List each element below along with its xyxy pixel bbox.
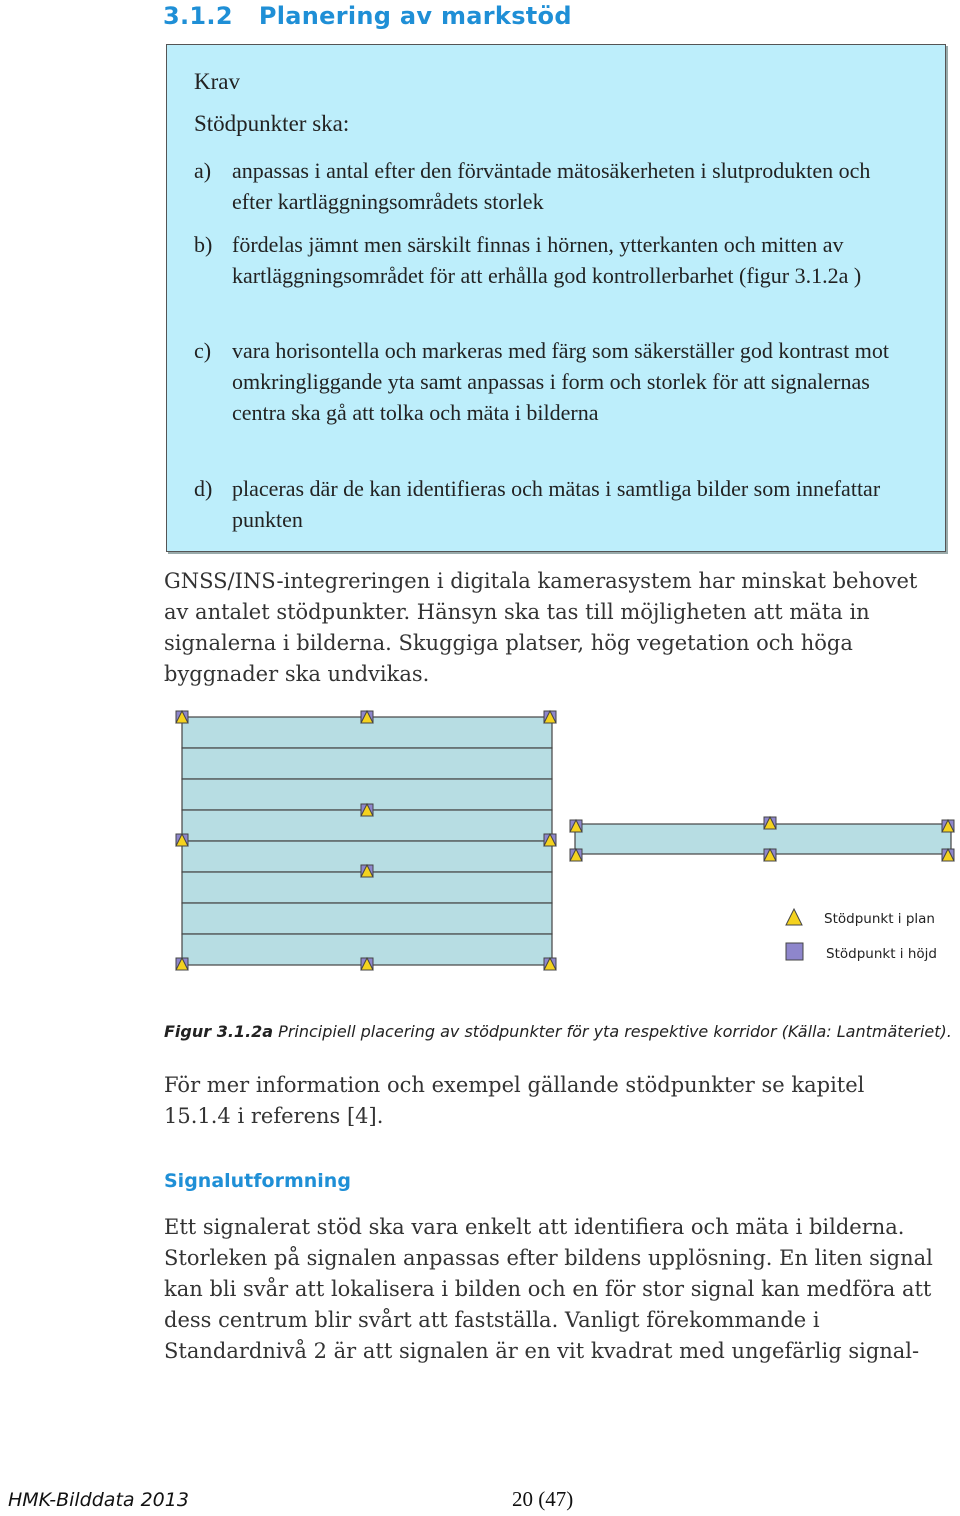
- requirement-text: vara horisontella och markeras med färg som säkerställer god kontrast mot omkringliggande yta samt anpassas i form och storlek för att signalernas centra ska gå att tolka och mäta i bilderna: [232, 338, 889, 425]
- figure-caption-id: Figur 3.1.2a: [164, 1022, 274, 1041]
- figure-caption-text: Principiell placering av stödpunkter för yta respektive korridor (Källa: Lantmäteriet).: [273, 1022, 952, 1041]
- requirement-label: b): [194, 232, 213, 257]
- plan-point-icon: [786, 909, 802, 925]
- control-point-marker: [764, 849, 776, 861]
- control-point-marker: [361, 711, 373, 723]
- flight-strip: [182, 903, 552, 934]
- requirement-item: [194, 155, 914, 217]
- requirement-item: [194, 473, 914, 535]
- requirement-item: [194, 335, 914, 428]
- height-point-icon: [786, 943, 803, 960]
- control-point-marker: [764, 817, 776, 829]
- control-point-figure: [160, 700, 960, 990]
- corridor-strip: [575, 824, 951, 854]
- footer-page-number: 20 (47): [512, 1487, 574, 1511]
- requirement-item: [194, 229, 914, 291]
- paragraph-signal: Ett signalerat stöd ska vara enkelt att identifiera och mäta i bilderna. Storleken på signalen anpassas efter bildens upplösning. En liten signal kan bli svår att lokalisera i bilden och en för stor signal kan medföra att dess centrum blir svårt att fastställa. Vanligt förekommande i Standardnivå 2 är att signalen är en vit kvadrat med ungefärlig signal-: [164, 1215, 933, 1363]
- control-point-marker: [544, 958, 556, 970]
- requirement-text: fördelas jämnt men särskilt finnas i hörnen, ytterkanten och mitten av kartläggningsområdet för att erhålla god kontrollerbarhet (figur 3.1.2a ): [232, 232, 862, 288]
- control-point-marker: [942, 820, 954, 832]
- control-point-marker: [570, 820, 582, 832]
- control-point-marker: [361, 958, 373, 970]
- section-title: Planering av markstöd: [258, 2, 572, 30]
- legend-plan-label: Stödpunkt i plan: [824, 911, 935, 927]
- requirements-title: Krav: [194, 69, 240, 94]
- control-point-marker: [176, 834, 188, 846]
- figure-caption: [164, 1020, 954, 1044]
- requirements-box: [166, 44, 946, 552]
- figure-legend: [786, 909, 937, 962]
- control-point-marker: [176, 711, 188, 723]
- paragraph-reference: För mer information och exempel gällande stödpunkter se kapitel 15.1.4 i referens [4].: [164, 1073, 865, 1128]
- flight-strip: [182, 748, 552, 779]
- requirements-lead: Stödpunkter ska:: [194, 111, 350, 136]
- section-number: 3.1.2: [163, 2, 233, 30]
- requirement-label: c): [194, 338, 212, 363]
- control-point-marker: [544, 711, 556, 723]
- footer-document-name: HMK-Bilddata 2013: [8, 1489, 189, 1511]
- subheading-signalutformning: Signalutformning: [164, 1170, 351, 1192]
- control-point-marker: [361, 865, 373, 877]
- requirement-label: a): [194, 158, 212, 183]
- area-strips: [182, 717, 552, 965]
- requirement-label: d): [194, 476, 213, 501]
- section-heading: [163, 2, 572, 30]
- control-point-marker: [176, 958, 188, 970]
- control-point-marker: [570, 849, 582, 861]
- requirement-text: anpassas i antal efter den förväntade mätosäkerheten i slutprodukten och efter kartläggningsområdets storlek: [232, 158, 871, 214]
- paragraph-gnss: GNSS/INS-integreringen i digitala kamerasystem har minskat behovet av antalet stödpunkter. Hänsyn ska tas till möjligheten att mäta in signalerna i bilderna. Skuggiga platser, hög vegetation och höga byggnader ska undvikas.: [164, 569, 918, 686]
- control-point-marker: [942, 849, 954, 861]
- requirement-text: placeras där de kan identifieras och mätas i samtliga bilder som innefattar punkten: [232, 476, 881, 532]
- control-point-marker: [544, 834, 556, 846]
- control-point-marker: [361, 804, 373, 816]
- legend-hojd-label: Stödpunkt i höjd: [826, 946, 937, 962]
